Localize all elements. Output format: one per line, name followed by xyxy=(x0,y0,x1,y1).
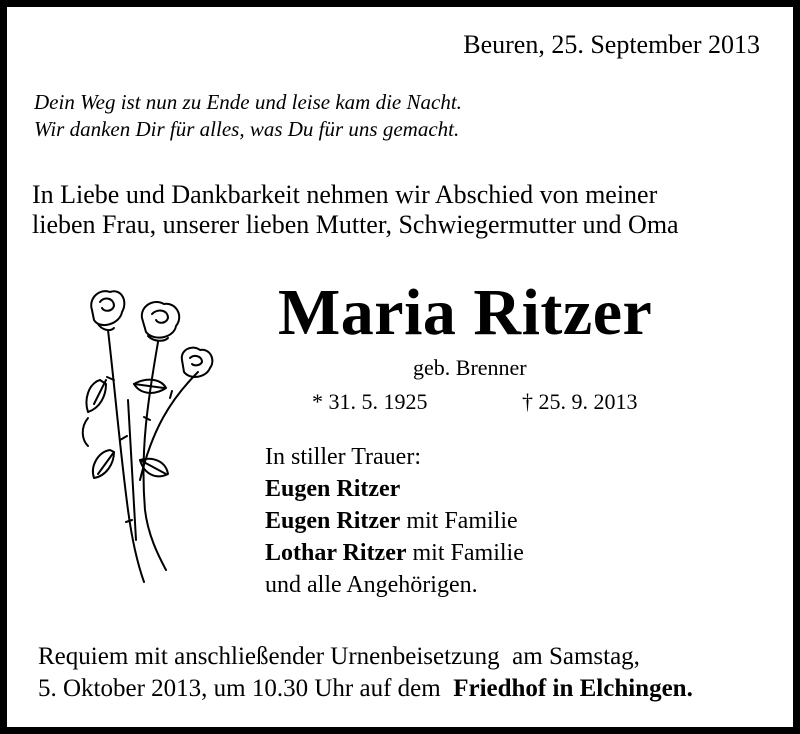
deceased-name: Maria Ritzer xyxy=(278,276,653,349)
birth-date: * 31. 5. 1925 xyxy=(312,389,428,414)
mourner-2 xyxy=(265,508,518,535)
motto-line-2: Wir danken Dir für alles, was Du für uns gemacht. xyxy=(34,117,460,141)
intro-line-1: In Liebe und Dankbarkeit nehmen wir Abschied von meiner xyxy=(32,180,658,209)
intro-line-2: lieben Frau, unserer lieben Mutter, Schwiegermutter und Oma xyxy=(32,210,679,239)
mourners-closing: und alle Angehörigen. xyxy=(265,572,478,598)
mourner-3-suffix: mit Familie xyxy=(406,540,524,566)
service-line-2-prefix: 5. Oktober 2013, um 10.30 Uhr auf dem xyxy=(38,675,454,702)
mourner-1: Eugen Ritzer xyxy=(265,476,401,502)
mourner-3 xyxy=(265,540,524,567)
mourner-2-suffix: mit Familie xyxy=(400,508,518,534)
mourners-intro: In stiller Trauer: xyxy=(265,444,421,470)
service-line-2 xyxy=(38,675,693,703)
dateline: Beuren, 25. September 2013 xyxy=(463,30,760,59)
motto-line-1: Dein Weg ist nun zu Ende und leise kam die Nacht. xyxy=(34,90,462,114)
service-place: Friedhof in Elchingen. xyxy=(453,675,693,702)
death-date: † 25. 9. 2013 xyxy=(522,389,638,414)
roses-icon xyxy=(70,280,230,590)
service-line-1: Requiem mit anschließender Urnenbeisetzung am Samstag, xyxy=(38,643,640,670)
mourner-2-name: Eugen Ritzer xyxy=(265,508,401,534)
maiden-name: geb. Brenner xyxy=(413,355,527,380)
mourner-3-name: Lothar Ritzer xyxy=(265,540,407,566)
